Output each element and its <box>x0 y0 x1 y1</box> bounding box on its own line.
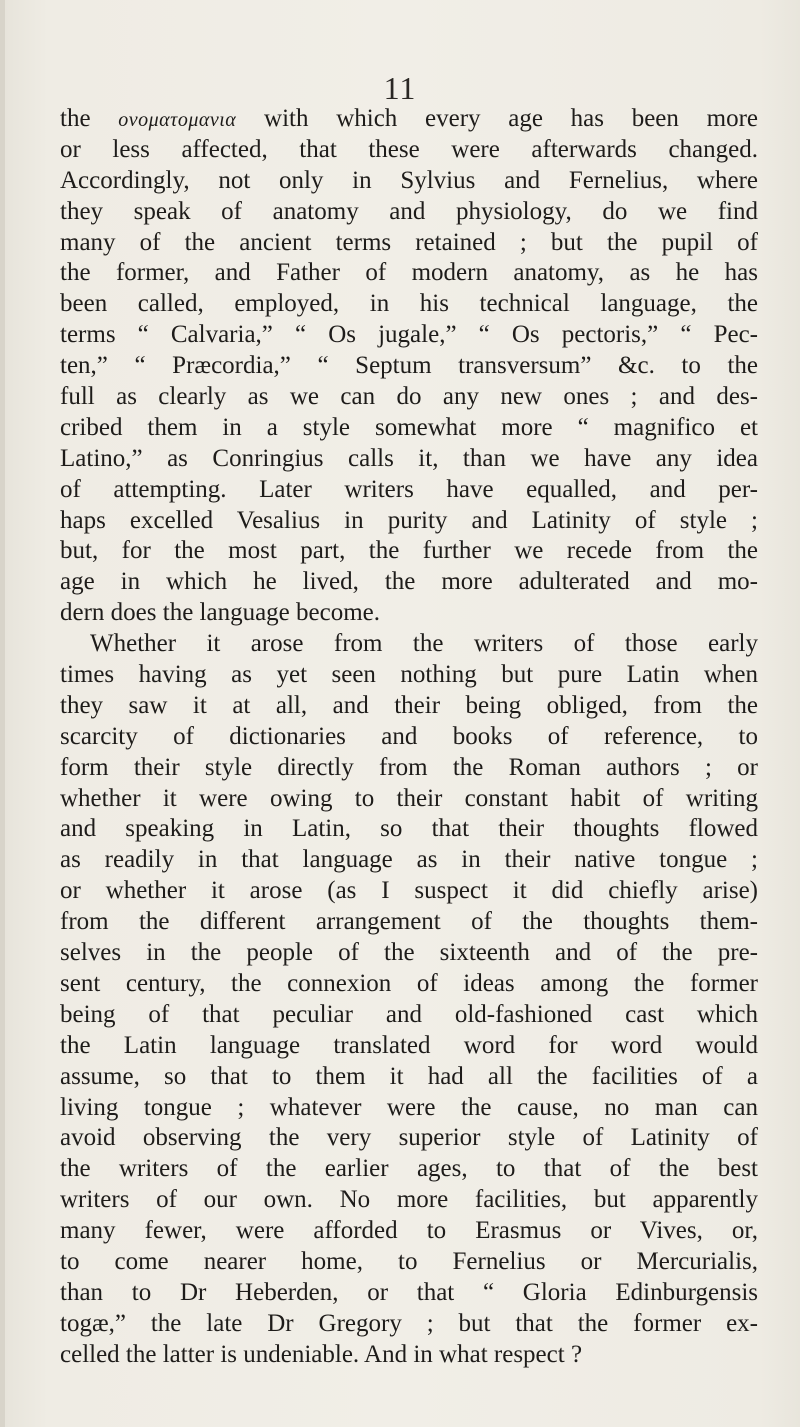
text-line <box>60 1216 758 1247</box>
text-line <box>60 691 758 722</box>
line-text: celled the latter is undeniable. And in what respect ? <box>60 1340 583 1368</box>
text-line <box>60 598 758 629</box>
line-text: whether it were owing to their constant habit of writing <box>60 784 758 812</box>
text-line <box>60 351 758 382</box>
text-line <box>60 1000 758 1031</box>
line-text: ten,” “ Præcordia,” “ Septum transversum” &c. to the <box>60 352 758 380</box>
text-line <box>60 876 758 907</box>
line-text: and speaking in Latin, so that their thoughts flowed <box>60 815 758 843</box>
text-word: the <box>60 105 119 132</box>
line-text: selves in the people of the sixteenth and of the pre- <box>60 939 758 967</box>
text-line <box>60 1031 758 1062</box>
line-text: sent century, the connexion of ideas among the former <box>60 969 758 997</box>
text-line <box>60 907 758 938</box>
text-line <box>60 320 758 351</box>
line-text: to come nearer home, to Fernelius or Mercurialis, <box>60 1247 758 1275</box>
text-line <box>60 1123 758 1154</box>
text-line <box>60 1309 758 1340</box>
line-text: the Latin language translated word for word would <box>60 1031 758 1059</box>
line-text: being of that peculiar and old-fashioned cast which <box>60 1000 758 1028</box>
line-text: they saw it at all, and their being obliged, from the <box>60 691 758 719</box>
line-text: or less affected, that these were afterwards changed. <box>60 135 758 163</box>
line-text: as readily in that language as in their native tongue ; <box>60 846 758 874</box>
line-text: but, for the most part, the further we recede from the <box>60 537 758 565</box>
line-text: haps excelled Vesalius in purity and Latinity of style ; <box>60 506 758 534</box>
text-line <box>60 1185 758 1216</box>
line-text: than to Dr Heberden, or that “ Gloria Edinburgensis <box>60 1278 758 1306</box>
text-line <box>60 166 758 197</box>
text-line <box>60 1247 758 1278</box>
line-text: full as clearly as we can do any new ones ; and des- <box>60 383 758 411</box>
text-line <box>60 753 758 784</box>
text-line <box>60 629 758 660</box>
text-line <box>60 1278 758 1309</box>
text-line <box>60 567 758 598</box>
line-text: many fewer, were afforded to Erasmus or Vives, or, <box>60 1217 758 1245</box>
page-left-edge <box>0 0 5 1427</box>
text-line <box>60 1062 758 1093</box>
text-line <box>60 536 758 567</box>
text-line <box>60 969 758 1000</box>
line-text: been called, employed, in his technical language, the <box>60 290 758 318</box>
line-text: they speak of anatomy and physiology, do we find <box>60 197 758 225</box>
line-text: terms “ Calvaria,” “ Os jugale,” “ Os pectoris,” “ Pec- <box>60 321 758 349</box>
line-text: of attempting. Later writers have equalled, and per- <box>60 475 758 503</box>
text-line <box>60 104 758 135</box>
line-text: scarcity of dictionaries and books of reference, to <box>60 722 758 750</box>
text-line <box>60 784 758 815</box>
page-number: 11 <box>383 70 417 106</box>
text-line <box>60 197 758 228</box>
line-text: many of the ancient terms retained ; but the pupil of <box>60 228 758 256</box>
body-text <box>60 104 758 1371</box>
text-line <box>60 814 758 845</box>
line-text: form their style directly from the Roman authors ; or <box>60 753 758 781</box>
line-text: Latino,” as Conringius calls it, than we have any idea <box>60 444 758 472</box>
text-line <box>60 506 758 537</box>
text-line <box>60 289 758 320</box>
line-text: living tongue ; whatever were the cause, no man can <box>60 1093 758 1121</box>
text-line <box>60 1093 758 1124</box>
line-text: writers of our own. No more facilities, but apparently <box>60 1186 758 1214</box>
line-text: dern does the language become. <box>60 599 381 627</box>
line-text: with which every age has been more <box>236 105 758 132</box>
line-text: from the different arrangement of the thoughts them- <box>60 908 758 936</box>
text-line <box>60 1340 758 1371</box>
line-text: avoid observing the very superior style of Latinity of <box>60 1124 758 1152</box>
line-text: age in which he lived, the more adulterated and mo- <box>60 568 758 596</box>
line-text: the former, and Father of modern anatomy, as he has <box>60 259 758 287</box>
text-line <box>60 1154 758 1185</box>
text-line <box>60 382 758 413</box>
text-line <box>60 135 758 166</box>
line-text: or whether it arose (as I suspect it did chiefly arise) <box>60 877 758 905</box>
line-text: cribed them in a style somewhat more “ magnifico et <box>60 413 758 441</box>
text-line <box>60 845 758 876</box>
line-text: Accordingly, not only in Sylvius and Fernelius, where <box>60 166 758 194</box>
line-text: times having as yet seen nothing but pure Latin when <box>60 661 758 689</box>
text-line <box>60 938 758 969</box>
greek-word: ονοματομανια <box>118 109 237 131</box>
line-text: the writers of the earlier ages, to that of the best <box>60 1155 758 1183</box>
text-line <box>60 475 758 506</box>
line-text: Whether it arose from the writers of those early <box>90 630 758 658</box>
text-line <box>60 722 758 753</box>
line-text: togæ,” the late Dr Gregory ; but that the former ex- <box>60 1309 758 1337</box>
text-line <box>60 660 758 691</box>
text-line <box>60 413 758 444</box>
text-line <box>60 444 758 475</box>
text-line <box>60 228 758 259</box>
text-line <box>60 258 758 289</box>
line-text: assume, so that to them it had all the facilities of a <box>60 1062 758 1090</box>
